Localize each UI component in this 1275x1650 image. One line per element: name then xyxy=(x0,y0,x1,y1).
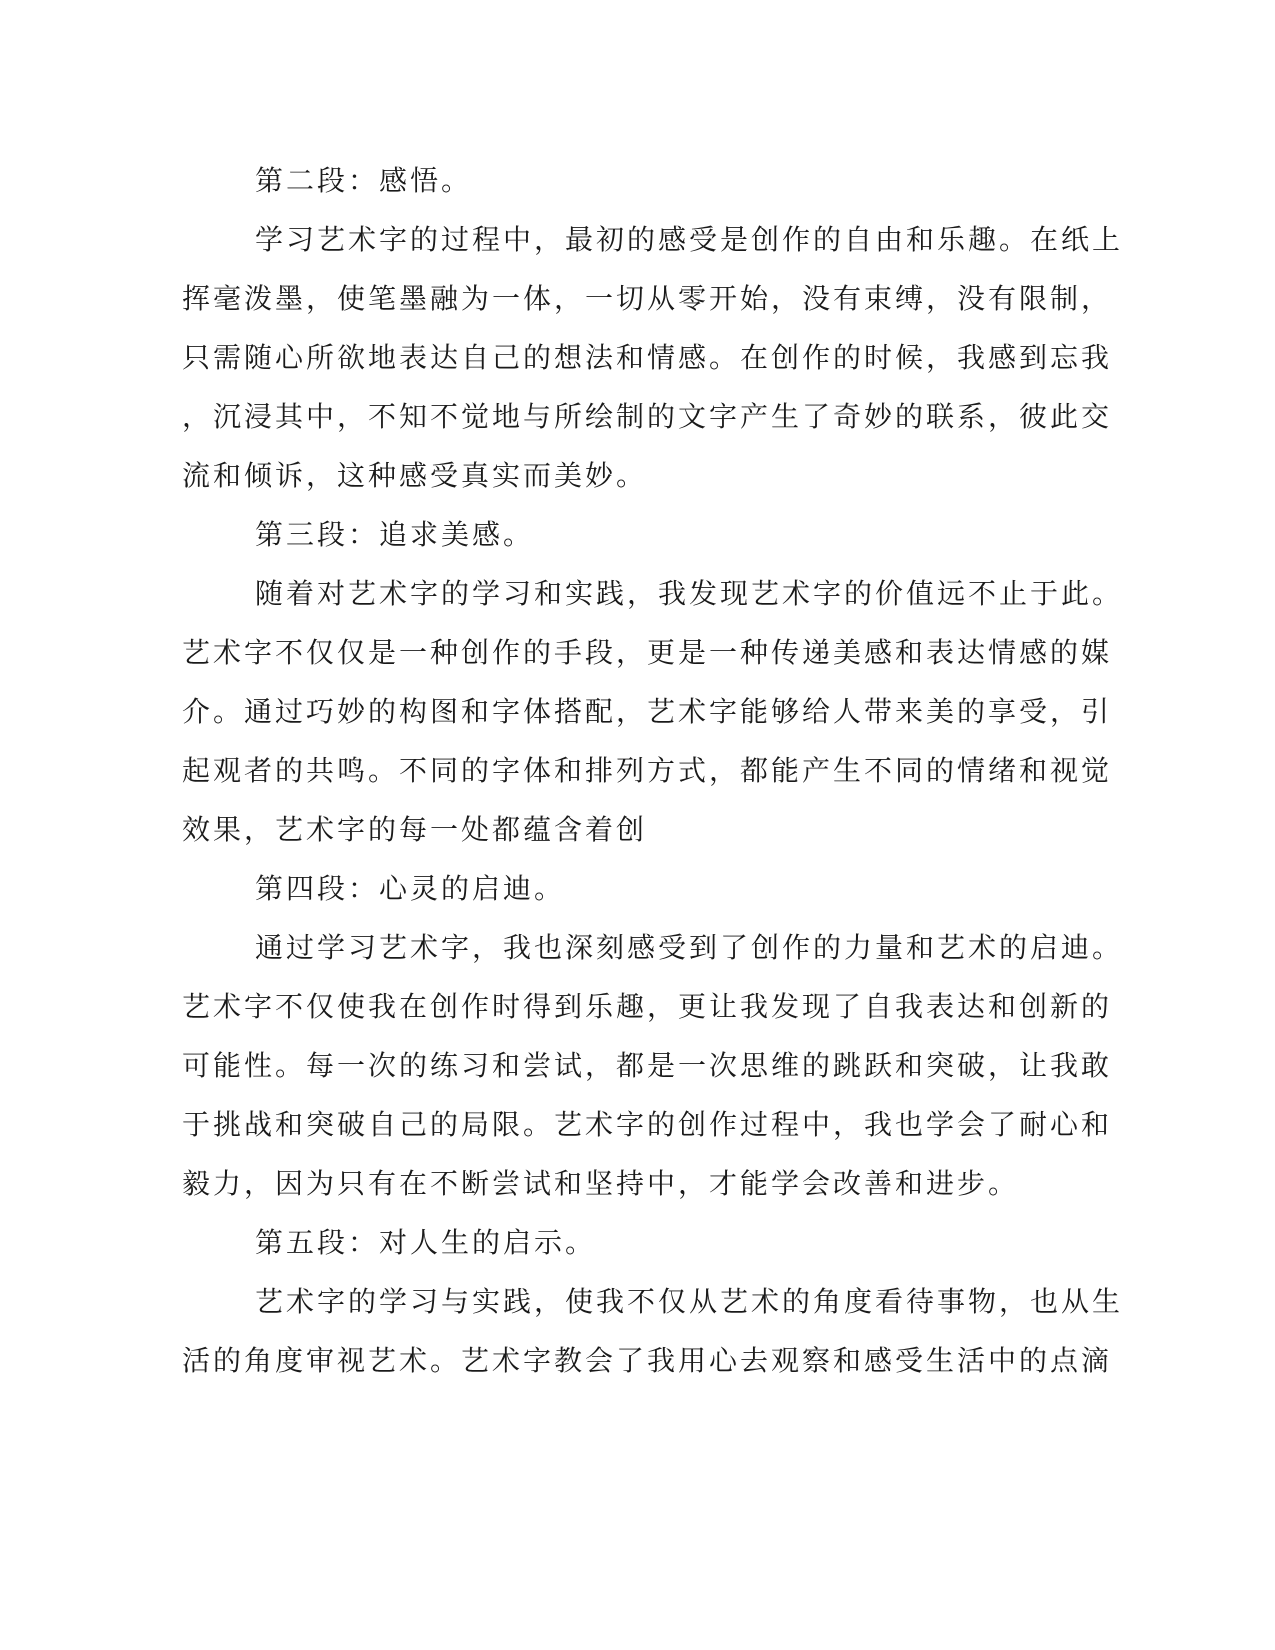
paragraph-line: 毅力，因为只有在不断尝试和坚持中，才能学会改善和进步。 xyxy=(182,1167,1020,1200)
paragraph-line: 艺术字不仅仅是一种创作的手段，更是一种传递美感和表达情感的媒 xyxy=(182,636,1113,669)
paragraph-line: 通过学习艺术字，我也深刻感受到了创作的力量和艺术的启迪。 xyxy=(255,931,1124,964)
section-heading-2: 第二段：感悟。 xyxy=(255,164,473,197)
paragraph-line: 起观者的共鸣。不同的字体和排列方式，都能产生不同的情绪和视觉 xyxy=(182,754,1113,787)
paragraph-line: 艺术字不仅使我在创作时得到乐趣，更让我发现了自我表达和创新的 xyxy=(182,990,1113,1023)
paragraph-line: 只需随心所欲地表达自己的想法和情感。在创作的时候，我感到忘我 xyxy=(182,341,1113,374)
paragraph-line: 可能性。每一次的练习和尝试，都是一次思维的跳跃和突破，让我敢 xyxy=(182,1049,1113,1082)
paragraph-line: 介。通过巧妙的构图和字体搭配，艺术字能够给人带来美的享受，引 xyxy=(182,695,1113,728)
paragraph-line: 活的角度审视艺术。艺术字教会了我用心去观察和感受生活中的点滴 xyxy=(182,1344,1113,1377)
paragraph-line: 效果，艺术字的每一处都蕴含着创 xyxy=(182,813,648,846)
paragraph-line: 挥毫泼墨，使笔墨融为一体，一切从零开始，没有束缚，没有限制， xyxy=(182,282,1113,315)
section-heading-5: 第五段：对人生的启示。 xyxy=(255,1226,597,1259)
paragraph-line: ，沉浸其中，不知不觉地与所绘制的文字产生了奇妙的联系，彼此交 xyxy=(182,400,1113,433)
paragraph-line: 随着对艺术字的学习和实践，我发现艺术字的价值远不止于此。 xyxy=(255,577,1124,610)
paragraph-line: 于挑战和突破自己的局限。艺术字的创作过程中，我也学会了耐心和 xyxy=(182,1108,1113,1141)
paragraph-line: 艺术字的学习与实践，使我不仅从艺术的角度看待事物，也从生 xyxy=(255,1285,1124,1318)
section-heading-4: 第四段：心灵的启迪。 xyxy=(255,872,566,905)
paragraph-line: 学习艺术字的过程中，最初的感受是创作的自由和乐趣。在纸上 xyxy=(255,223,1124,256)
paragraph-line: 流和倾诉，这种感受真实而美妙。 xyxy=(182,459,648,492)
section-heading-3: 第三段：追求美感。 xyxy=(255,518,535,551)
